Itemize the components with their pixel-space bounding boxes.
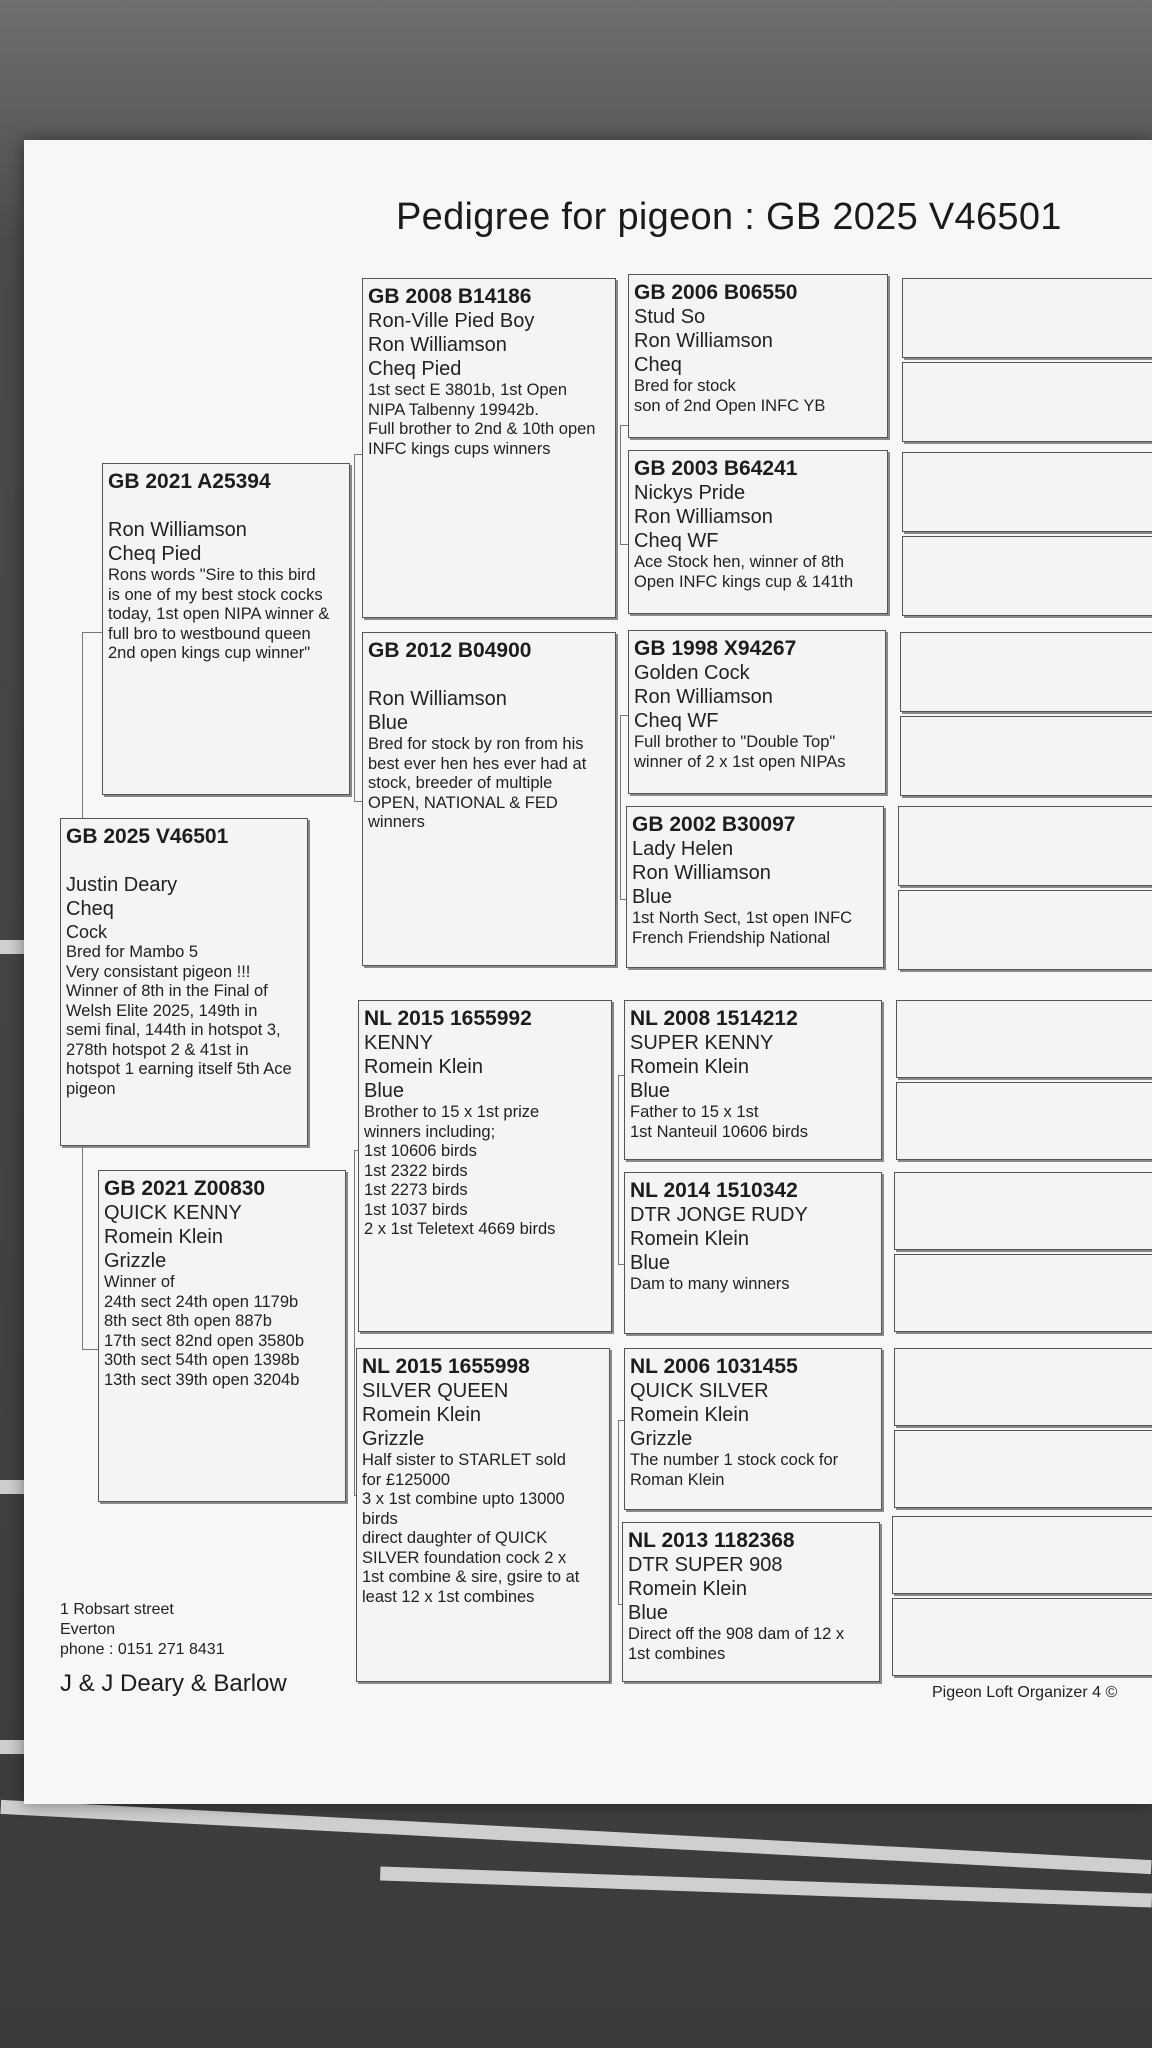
pigeon-name: Stud So [634, 306, 706, 328]
colour: Grizzle [104, 1250, 167, 1272]
description: Brother to 15 x 1st prize winners including; 1st 10606 birds 1st 2322 birds 1st 2273 birds 1st 1037 birds 2 x 1st Teletext 4669 birds [364, 1103, 556, 1238]
owner-name: Romein Klein [630, 1056, 749, 1078]
empty-ancestor-box [902, 536, 1152, 616]
ring-number: GB 2021 Z00830 [104, 1177, 266, 1200]
great-grandparent-card [624, 1172, 882, 1334]
colour: Cheq Pied [108, 543, 202, 565]
pigeon-name: KENNY [364, 1032, 433, 1054]
empty-ancestor-box [902, 452, 1152, 532]
subject-card [60, 818, 308, 1146]
description: Ace Stock hen, winner of 8th Open INFC kings cup & 141th [634, 553, 854, 591]
owner-name: Ron Williamson [634, 686, 773, 708]
owner-name: Romein Klein [364, 1056, 483, 1078]
colour: Cheq WF [634, 710, 719, 732]
granddam-sire-card [362, 632, 616, 966]
colour: Cheq [634, 354, 682, 376]
page-title: Pedigree for pigeon : GB 2025 V46501 [396, 196, 1062, 238]
ring-number: GB 2025 V46501 [66, 825, 229, 848]
colour: Blue [368, 712, 409, 734]
pigeon-name: DTR SUPER 908 [628, 1554, 783, 1576]
connector [620, 425, 628, 545]
sire-card [102, 463, 350, 795]
ring-number: GB 2006 B06550 [634, 281, 798, 304]
ring-number: NL 2006 1031455 [630, 1355, 798, 1378]
empty-ancestor-box [894, 1348, 1152, 1426]
description: Full brother to "Double Top" winner of 2 x 1st open NIPAs [634, 733, 846, 771]
great-grandparent-card [628, 274, 888, 438]
description: Dam to many winners [630, 1275, 790, 1293]
ring-number: GB 2021 A25394 [108, 470, 271, 493]
owner-name: Romein Klein [630, 1404, 749, 1426]
colour: Blue [630, 1080, 671, 1102]
empty-ancestor-box [896, 1000, 1152, 1078]
pigeon-name: Ron-Ville Pied Boy [368, 310, 535, 332]
empty-ancestor-box [894, 1254, 1152, 1332]
address-town: Everton [60, 1621, 116, 1638]
empty-ancestor-box [896, 1082, 1152, 1160]
colour: Blue [364, 1080, 405, 1102]
ring-number: GB 2002 B30097 [632, 813, 796, 836]
empty-ancestor-box [902, 278, 1152, 358]
pigeon-name: DTR JONGE RUDY [630, 1204, 808, 1226]
description: Father to 15 x 1st 1st Nanteuil 10606 birds [630, 1103, 808, 1141]
loft-owner-name: J & J Deary & Barlow [60, 1670, 287, 1697]
great-grandparent-card [628, 450, 888, 614]
description: 1st North Sect, 1st open INFC French Friendship National [632, 909, 853, 947]
owner-name: Ron Williamson [634, 506, 773, 528]
granddam-dam-card [356, 1348, 610, 1682]
colour: Cheq [66, 898, 114, 920]
address-street: 1 Robsart street [60, 1601, 174, 1618]
pigeon-name: Golden Cock [634, 662, 750, 684]
empty-ancestor-box [894, 1172, 1152, 1250]
pigeon-name: QUICK KENNY [104, 1202, 242, 1224]
pigeon-name: QUICK SILVER [630, 1380, 769, 1402]
colour: Cheq Pied [368, 358, 462, 380]
great-grandparent-card [624, 1348, 882, 1510]
empty-ancestor-box [898, 806, 1152, 886]
ring-number: GB 1998 X94267 [634, 637, 797, 660]
ring-number: NL 2015 1655992 [364, 1007, 532, 1030]
ring-number: GB 2003 B64241 [634, 457, 798, 480]
pigeon-name: Lady Helen [632, 838, 734, 860]
pigeon-name: SUPER KENNY [630, 1032, 774, 1054]
owner-name: Ron Williamson [632, 862, 771, 884]
ring-number: GB 2008 B14186 [368, 285, 532, 308]
description: Bred for Mambo 5 Very consistant pigeon !!! Winner of 8th in the Final of Welsh Elite 2025, 149th in semi final, 144th in hotspot 3, 278th hotspot 2 & 41st in hotspot 1 earning itself 5th Ace pigeon [66, 943, 292, 1098]
colour: Blue [632, 886, 673, 908]
sex: Cock [66, 922, 108, 942]
colour: Blue [628, 1602, 669, 1624]
ring-number: NL 2015 1655998 [362, 1355, 530, 1378]
description: Bred for stock son of 2nd Open INFC YB [634, 377, 826, 415]
ring-number: GB 2012 B04900 [368, 639, 532, 662]
owner-name: Ron Williamson [108, 519, 247, 541]
description: 1st sect E 3801b, 1st Open NIPA Talbenny 19942b. Full brother to 2nd & 10th open INFC kings cups winners [368, 381, 596, 458]
owner-name: Ron Williamson [634, 330, 773, 352]
owner-name: Romein Klein [104, 1226, 223, 1248]
great-grandparent-card [628, 630, 886, 794]
ring-number: NL 2008 1514212 [630, 1007, 798, 1030]
empty-ancestor-box [898, 890, 1152, 970]
owner-name: Justin Deary [66, 874, 178, 896]
description: Winner of 24th sect 24th open 1179b 8th sect 8th open 887b 17th sect 82nd open 3580b 30th sect 54th open 1398b 13th sect 39th open 3204b [104, 1273, 305, 1389]
background-stripe [380, 1867, 1152, 1908]
pigeon-name: Nickys Pride [634, 482, 746, 504]
dam-card [98, 1170, 346, 1502]
empty-ancestor-box [892, 1516, 1152, 1594]
empty-ancestor-box [892, 1598, 1152, 1676]
colour: Grizzle [630, 1428, 693, 1450]
owner-name: Ron Williamson [368, 688, 507, 710]
description: The number 1 stock cock for Roman Klein [630, 1451, 839, 1489]
ring-number: NL 2014 1510342 [630, 1179, 798, 1202]
owner-name: Romein Klein [630, 1228, 749, 1250]
colour: Blue [630, 1252, 671, 1274]
grandsire-sire-card [362, 278, 616, 618]
connector [82, 632, 102, 820]
owner-name: Romein Klein [362, 1404, 481, 1426]
background-stripe [0, 1800, 1151, 1874]
empty-ancestor-box [900, 632, 1152, 712]
footer-address [60, 1600, 225, 1660]
owner-name: Ron Williamson [368, 334, 507, 356]
colour: Grizzle [362, 1428, 425, 1450]
empty-ancestor-box [894, 1430, 1152, 1508]
great-grandparent-card [622, 1522, 880, 1682]
empty-ancestor-box [902, 362, 1152, 442]
grandsire-dam-card [358, 1000, 612, 1332]
description: Half sister to STARLET sold for £125000 3 x 1st combine upto 13000 birds direct daughter of QUICK SILVER foundation cock 2 x 1st combine & sire, gsire to at least 12 x 1st combines [362, 1451, 580, 1606]
description: Rons words "Sire to this bird is one of my best stock cocks today, 1st open NIPA winner & full bro to westbound queen 2nd open kings cup winner" [108, 566, 330, 662]
empty-ancestor-box [900, 716, 1152, 796]
software-credit: Pigeon Loft Organizer 4 © [932, 1684, 1118, 1701]
great-grandparent-card [624, 1000, 882, 1160]
owner-name: Romein Klein [628, 1578, 747, 1600]
great-grandparent-card [626, 806, 884, 968]
pigeon-name: SILVER QUEEN [362, 1380, 509, 1402]
colour: Cheq WF [634, 530, 719, 552]
ring-number: NL 2013 1182368 [628, 1529, 795, 1552]
description: Direct off the 908 dam of 12 x 1st combines [628, 1625, 845, 1663]
address-phone: phone : 0151 271 8431 [60, 1641, 225, 1658]
description: Bred for stock by ron from his best ever hen hes ever had at stock, breeder of multiple OPEN, NATIONAL & FED winners [368, 735, 587, 831]
